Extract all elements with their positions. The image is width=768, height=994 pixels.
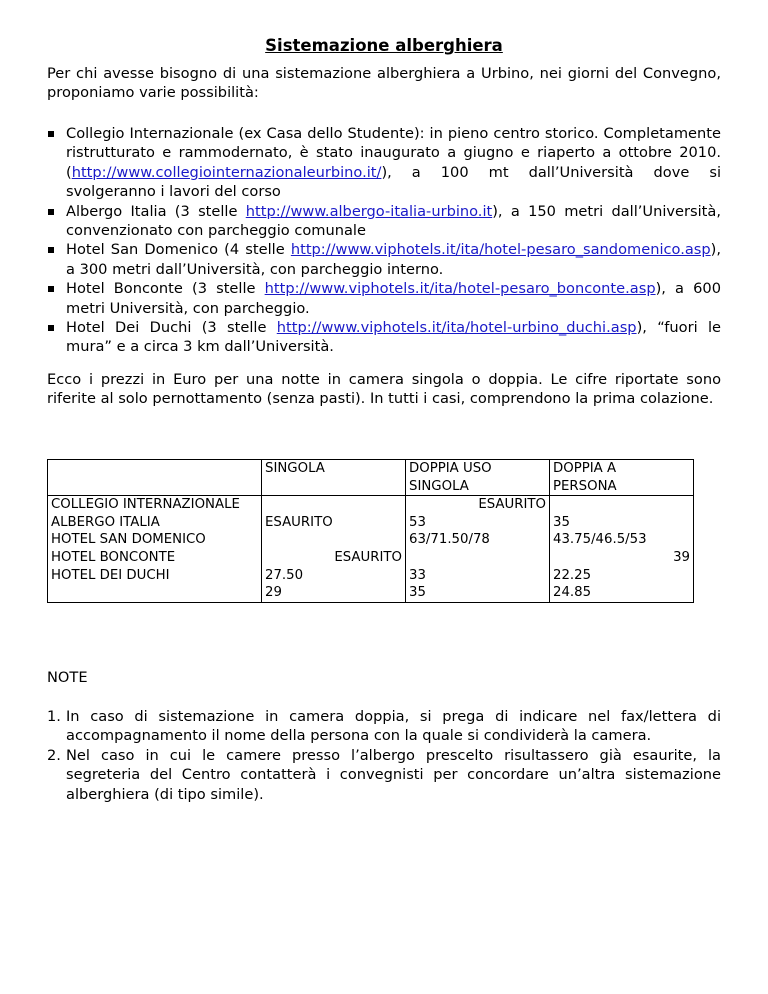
list-item-dei-duchi: Hotel Dei Duchi (3 stelle http://www.viphotels.it/ita/hotel-urbino_duchi.asp), “fuori le mura” e a circa 3 km dall’Università. [47, 318, 721, 357]
note-item-1: 1. In caso di sistemazione in camera doppia, si prega di indicare nel fax/lettera di accompagnamento il nome della persona con la quale si condividerà la camera. [47, 708, 721, 745]
notes-heading: NOTE [47, 669, 88, 686]
bullet-icon [48, 131, 54, 137]
page-title: Sistemazione alberghiera [265, 36, 503, 55]
header-cell-doppia-uso-singola: DOPPIA USO SINGOLA [406, 460, 550, 496]
table-cell: COLLEGIO INTERNAZIONALE ALBERGO ITALIA HOTEL SAN DOMENICO HOTEL BONCONTE HOTEL DEI DUCHI [48, 496, 262, 603]
table-row [48, 496, 694, 603]
collegio-link[interactable]: http://www.collegiointernazionaleurbino.it/ [71, 163, 382, 181]
list-item-bonconte: Hotel Bonconte (3 stelle http://www.viphotels.it/ita/hotel-pesaro_bonconte.asp), a 600 metri Università, con parcheggio. [47, 279, 721, 318]
list-item-albergo-italia: Albergo Italia (3 stelle http://www.albergo-italia-urbino.it), a 150 metri dall’Università, convenzionato con parcheggio comunale [47, 202, 721, 241]
table-cell: 35 43.75/46.5/53 39 22.25 24.85 [550, 496, 694, 603]
bullet-icon [48, 247, 54, 253]
table-header-row [48, 460, 694, 496]
bullet-icon [48, 209, 54, 215]
prices-table [47, 459, 694, 603]
prices-paragraph: Ecco i prezzi in Euro per una notte in camera singola o doppia. Le cifre riportate sono riferite al solo pernottamento (senza pasti). In tutti i casi, comprendono la prima colazione. [47, 371, 721, 408]
intro-paragraph: Per chi avesse bisogno di una sistemazione alberghiera a Urbino, nei giorni del Convegno, proponiamo varie possibilità: [47, 65, 721, 102]
dei-duchi-link[interactable]: http://www.viphotels.it/ita/hotel-urbino_duchi.asp [276, 319, 637, 337]
bullet-icon [48, 286, 54, 292]
bonconte-link[interactable]: http://www.viphotels.it/ita/hotel-pesaro_bonconte.asp [264, 280, 656, 298]
list-item-san-domenico: Hotel San Domenico (4 stelle http://www.viphotels.it/ita/hotel-pesaro_sandomenico.asp), a 300 metri dall’Università, con parcheggio interno. [47, 240, 721, 279]
list-item-collegio: Collegio Internazionale (ex Casa dello Studente): in pieno centro storico. Completamente ristrutturato e rammodernato, è stato inaugurato a giugno e riaperto a ottobre 2010. (http://www.collegiointernazionaleurbino.it/), a 100 mt dall’Università dove si svolgeranno i lavori del corso [47, 124, 721, 202]
table-cell: ESAURITO ESAURITO 27.50 29 [262, 496, 406, 603]
hotel-list [47, 124, 721, 357]
notes-list [47, 707, 721, 804]
header-cell-singola: SINGOLA [262, 460, 406, 496]
bullet-icon [48, 325, 54, 331]
header-cell-empty [48, 460, 262, 496]
albergo-italia-link[interactable]: http://www.albergo-italia-urbino.it [245, 202, 493, 220]
san-domenico-link[interactable]: http://www.viphotels.it/ita/hotel-pesaro_sandomenico.asp [290, 241, 711, 259]
header-cell-doppia-a-persona: DOPPIA A PERSONA [550, 460, 694, 496]
note-item-2: 2. Nel caso in cui le camere presso l’albergo prescelto risultassero già esaurite, la segreteria del Centro contatterà i convegnisti per concordare un’altra sistemazione alberghiera (di tipo simile). [47, 746, 721, 803]
table-cell: ESAURITO 53 63/71.50/78 33 35 [406, 496, 550, 603]
